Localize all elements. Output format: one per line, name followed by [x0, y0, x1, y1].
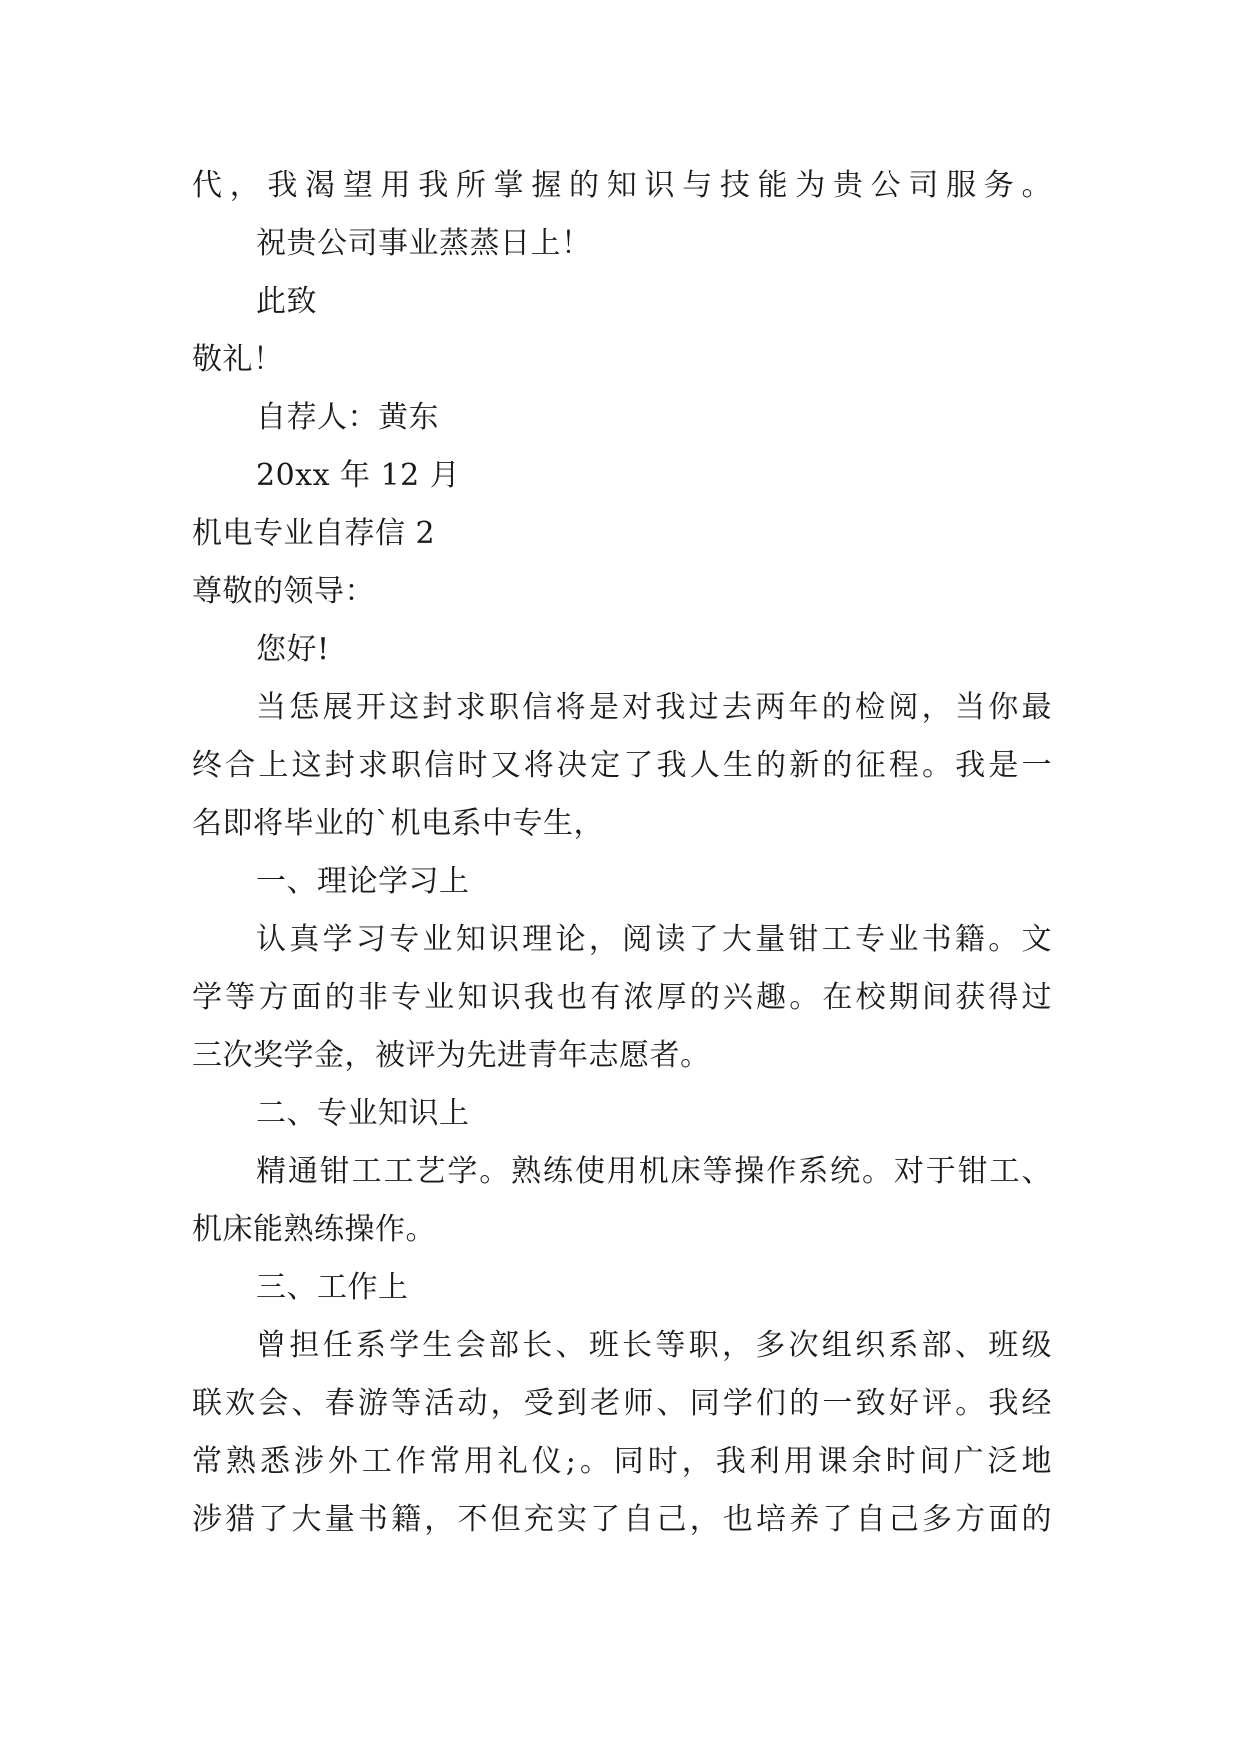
salutation: 尊敬的领导： — [192, 574, 375, 609]
greeting: 您好! — [256, 632, 330, 667]
section-title: 机电专业自荐信 2 — [192, 516, 436, 551]
body-line: 机床能熟练操作。 — [192, 1212, 436, 1247]
body-line: 终合上这封求职信时又将决定了我人生的新的征程。我是一 — [192, 748, 1052, 783]
body-line: 当恁展开这封求职信将是对我过去两年的检阅，当你最 — [256, 690, 1052, 725]
body-line: 认真学习专业知识理论，阅读了大量钳工专业书籍。文 — [256, 922, 1052, 957]
date: 20xx 年 12 月 — [256, 458, 461, 493]
heading-theory: 一、理论学习上 — [256, 864, 470, 899]
body-line: 学等方面的非专业知识我也有浓厚的兴趣。在校期间获得过 — [192, 980, 1052, 1015]
heading-work: 三、工作上 — [256, 1270, 409, 1305]
closing-cizhi: 此致 — [256, 284, 317, 319]
body-line: 曾担任系学生会部长、班长等职，多次组织系部、班级 — [256, 1328, 1052, 1363]
body-line: 涉猎了大量书籍，不但充实了自己，也培养了自己多方面的 — [192, 1502, 1052, 1537]
body-line: 代，我渴望用我所掌握的知识与技能为贵公司服务。 — [192, 168, 1052, 203]
signature: 自荐人：黄东 — [256, 400, 439, 435]
body-line: 常熟悉涉外工作常用礼仪;。同时，我利用课余时间广泛地 — [192, 1444, 1052, 1479]
heading-knowledge: 二、专业知识上 — [256, 1096, 470, 1131]
closing-wish: 祝贵公司事业蒸蒸日上！ — [256, 226, 592, 261]
body-line: 三次奖学金，被评为先进青年志愿者。 — [192, 1038, 711, 1073]
body-line: 名即将毕业的`机电系中专生， — [192, 806, 604, 841]
body-line: 精通钳工工艺学。熟练使用机床等操作系统。对于钳工、 — [256, 1154, 1052, 1189]
closing-jingli: 敬礼！ — [192, 342, 284, 377]
body-line: 联欢会、春游等活动，受到老师、同学们的一致好评。我经 — [192, 1386, 1052, 1421]
